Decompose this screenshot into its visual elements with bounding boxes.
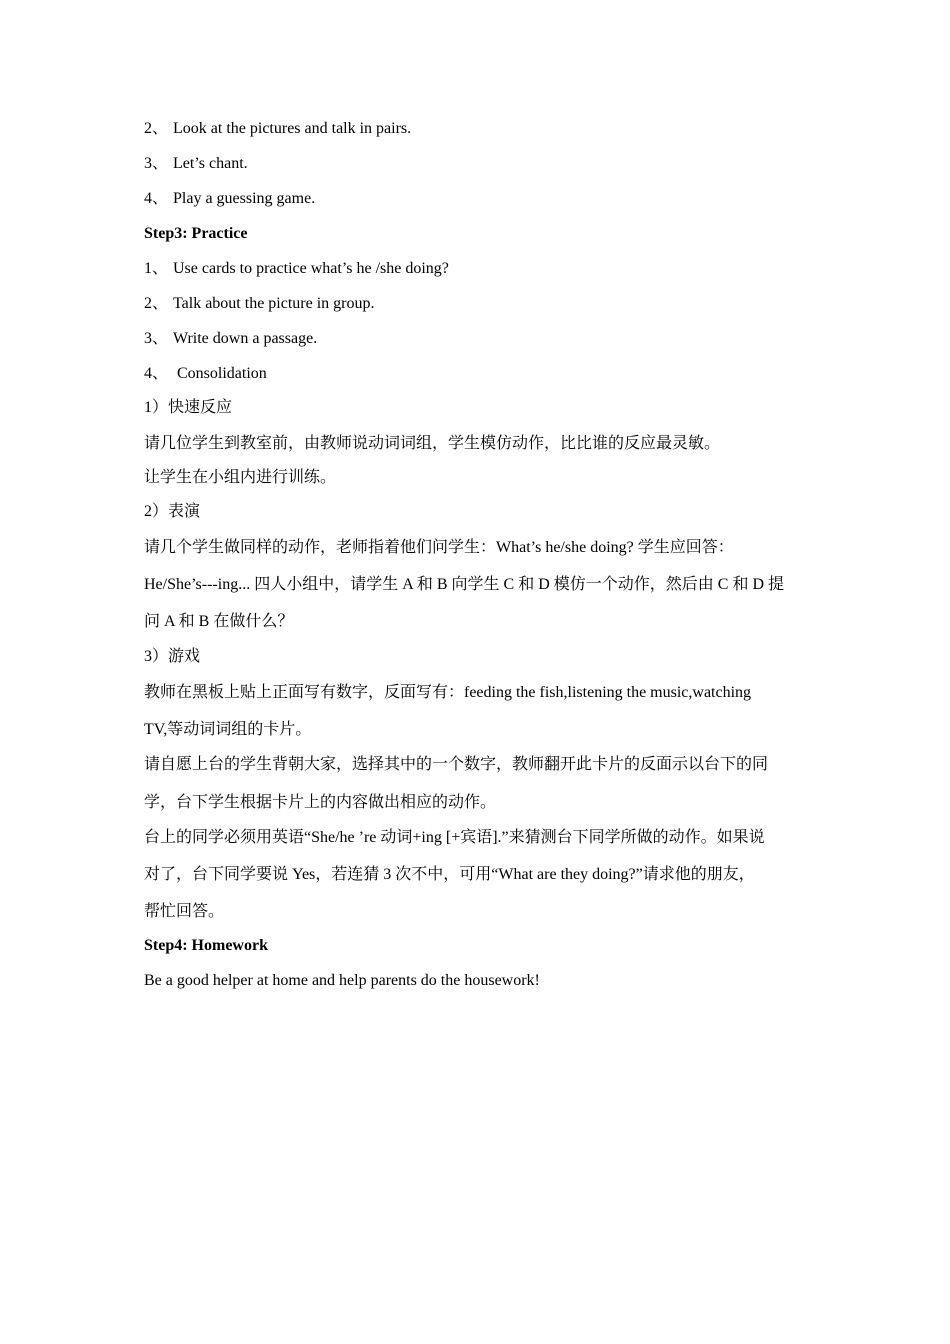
step3-item-2 [144,294,814,314]
step3-item-text: Use cards to practice what’s he /she doing? [173,260,449,277]
step2-item-number: 3、 [144,155,169,172]
step3-item-text: Consolidation [177,365,267,382]
sub3-line-1: 教师在黑板上贴上正面写有数字，反面写有：feeding the fish,listening the music,watching [144,684,752,701]
step3-item-4 [144,364,814,384]
sub2-title: 2）表演 [144,503,201,520]
step4-heading: Step4: Homework [144,937,268,954]
step3-item-number: 2、 [144,295,169,312]
step3-item-3 [144,329,814,349]
step2-item-number: 4、 [144,190,169,207]
sub3-line-5: 台上的同学必须用英语“She/he ’re 动词+ing [+宾语].”来猜测台下同学所做的动作。如果说 [144,829,765,846]
sub1-line-1: 请几位学生到教室前，由教师说动词词组，学生模仿动作，比比谁的反应最灵敏。 [144,435,721,452]
step2-item-text: Play a guessing game. [173,190,316,207]
step3-item-number: 3、 [144,330,169,347]
sub3-line-4: 学，台下学生根据卡片上的内容做出相应的动作。 [144,794,497,811]
step3-item-1 [144,259,814,279]
sub3-line-3: 请自愿上台的学生背朝大家，选择其中的一个数字，教师翻开此卡片的反面示以台下的同 [144,756,769,773]
sub2-line-1: 请几个学生做同样的动作，老师指着他们问学生：What’s he/she doing? 学生应回答： [144,539,734,556]
step2-item-2 [144,119,814,139]
sub3-line-2: TV,等动词词组的卡片。 [144,721,312,738]
sub3-title: 3）游戏 [144,648,201,665]
step2-item-3 [144,154,814,174]
sub2-line-3: 问 A 和 B 在做什么？ [144,613,294,630]
step2-item-text: Let’s chant. [173,155,248,172]
step3-item-number: 4、 [144,365,169,382]
sub3-line-6: 对了，台下同学要说 Yes，若连猜 3 次不中，可用“What are they doing?”请求他的朋友， [144,866,755,883]
sub2-line-2: He/She’s---ing... 四人小组中，请学生 A 和 B 向学生 C 和 D 模仿一个动作，然后由 C 和 D 提 [144,576,785,593]
step3-item-number: 1、 [144,260,169,277]
step3-heading: Step3: Practice [144,225,248,242]
sub1-line-2: 让学生在小组内进行训练。 [144,469,337,486]
step3-item-text: Talk about the picture in group. [173,295,375,312]
sub1-title: 1）快速反应 [144,399,233,416]
step4-text: Be a good helper at home and help parents do the housework! [144,972,540,989]
sub3-line-7: 帮忙回答。 [144,903,225,920]
step2-item-4 [144,189,814,209]
step2-item-text: Look at the pictures and talk in pairs. [173,120,412,137]
step2-item-number: 2、 [144,120,169,137]
step3-item-text: Write down a passage. [173,330,318,347]
